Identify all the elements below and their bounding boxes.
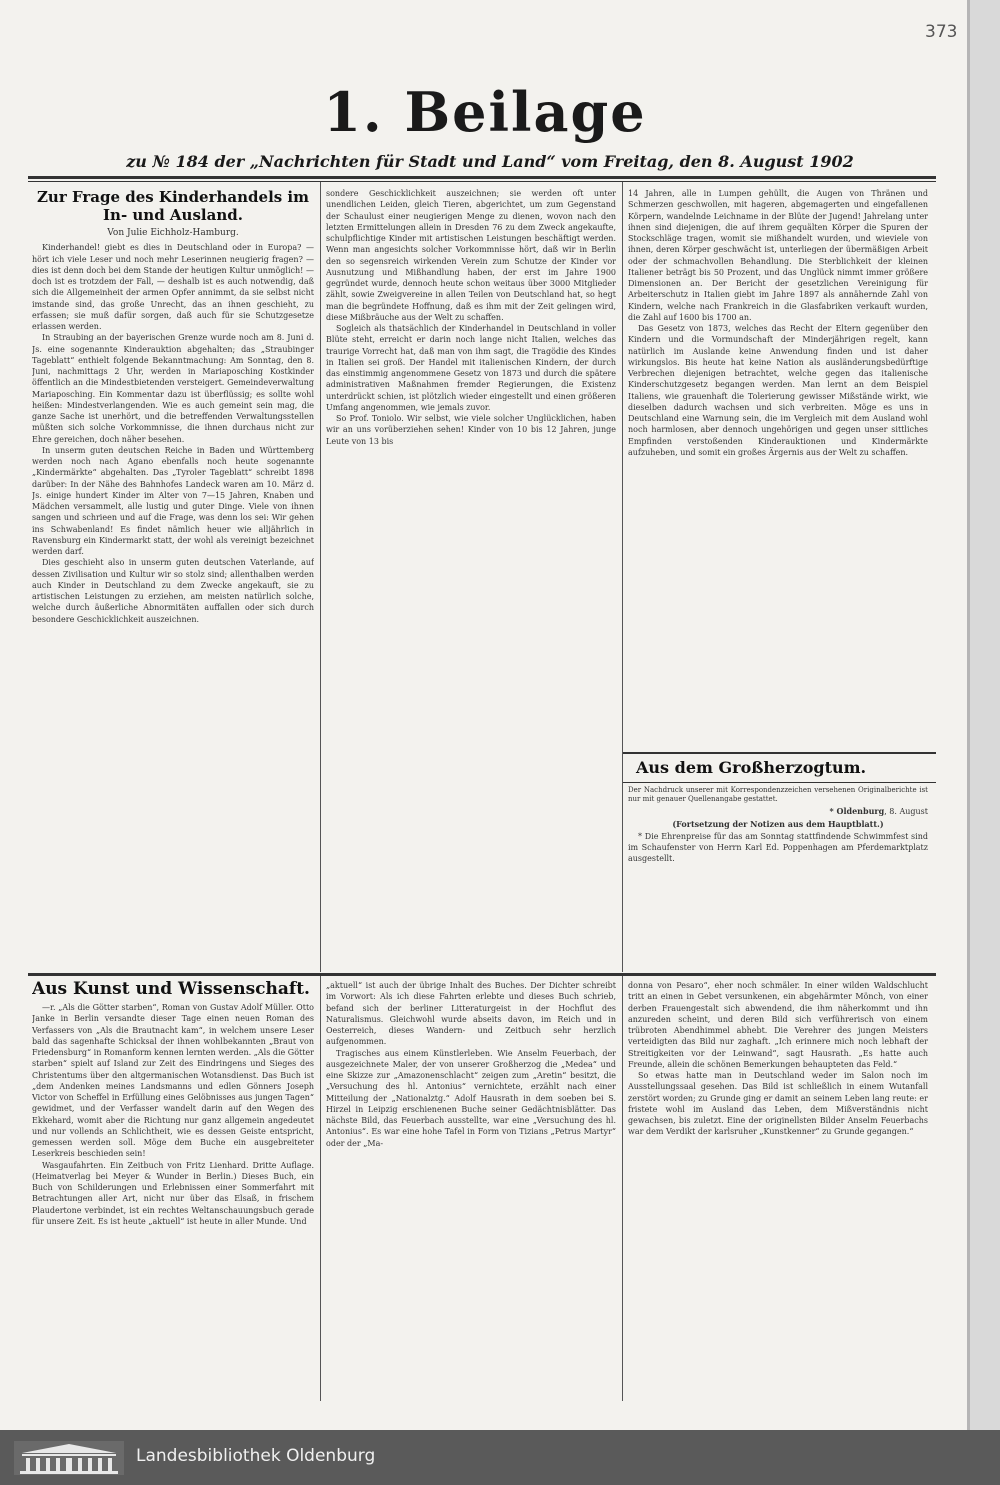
article-kinderhandel-col3	[628, 188, 928, 748]
section-rule	[28, 973, 936, 976]
article-byline: Von Julie Eichholz-Hamburg.	[107, 228, 239, 238]
header-rule-thin	[28, 181, 936, 182]
article-paragraph: sondere Geschicklichkeit auszeichnen; sie werden oft unter unendlichen Leiden, gleich Tieren, abgerichtet, um zum Gegenstand der Schaulust einer neugierigen Menge zu dienen, wovon nach den letzten Ermittelungen allein in Dresden 76 zu dem Zweck angekaufte, schulpflichtige Kinder mit artistischen Leistungen beschäftigt werden. Wenn man angesichts solcher Vorkommnisse hört, daß wir in Berlin den so segensreich wirkenden Verein zum Schutze der Kinder vor Ausnutzung und Mißhandlung haben, der erst im Jahre 1900 gegründet wurde, dennoch heute schon weitaus über 3000 Mitglieder zählt, sowie Zweigvereine in allen Teilen von Deutschland hat, so hegt man die begründete Hoffnung, daß es ihm mit der Zeit gelingen wird, diese Mißbräuche aus der Welt zu schaffen.	[326, 189, 616, 322]
item-heading: (Fortsetzung der Notizen aus dem Hauptblatt.)	[672, 819, 884, 830]
header-rule	[28, 176, 936, 179]
article-heading: Zur Frage des Kinderhandels im In- und Ausland.	[36, 188, 309, 224]
section-rule	[623, 782, 936, 783]
section-rule	[623, 752, 936, 754]
kunst-paragraph: donna von Pesaro“, eher noch schmäler. In einer wilden Waldschlucht tritt an einen in Gebet versunkenen, ein abgehärmter Mönch, von einer derben Frauengestalt sich abwendend, die ihm näherkommt und ihn anzureden scheint, und deren Bild sich verführerisch von einem trübroten Abendhimmel abhebt. Die Verehrer des jungen Meisters verteidigten das Bild nur zaghaft. „Ich erinnere mich noch lebhaft der Streitigkeiten vor der Leinwand“, sagt Hausrath. „Es hatte auch Freunde, allein die schönen Bemerkungen behaupteten das Feld.“	[628, 981, 928, 1069]
page-subtitle: zu № 184 der „Nachrichten für Stadt und Land“ vom Freitag, den 8. August 1902	[126, 152, 854, 171]
kunst-col2	[326, 980, 616, 1400]
page-title: 1. Beilage	[323, 80, 647, 144]
article-paragraph: Kinderhandel! giebt es dies in Deutschland oder in Europa? — hört ich viele Leser und noch mehr Leserinnen neugierig fragen? — dies ist denn doch bei dem Stande der heutigen Kultur unmöglich! — doch ist es trotzdem der Fall, — deshalb ist es auch notwendig, daß sich die Allgemeinheit der armen Opfer annimmt, da sie selbst nicht imstande sind, das große Unrecht, das an ihnen geschieht, zu erfassen; sie muß dafür sorgen, daß auch für sie Schutzgesetze erlassen werden.	[32, 243, 314, 331]
page-number: 373	[925, 22, 958, 42]
kunst-paragraph: Wasgaufahrten. Ein Zeitbuch von Fritz Lienhard. Dritte Auflage. (Heimatverlag bei Meyer & Wunder in Berlin.) Dieses Buch, ein Buch von Schilderungen und Erlebnissen einer Sommerfahrt mit Betrachtungen aller Art, nicht nur über das Elsaß, in frischem Plaudertone verbindet, ist ein rechtes Weltanschauungsbuch gerade für unsere Zeit. Es ist heute „aktuell“ ist heute in aller Munde. Und	[32, 1160, 314, 1226]
column-divider	[622, 182, 623, 972]
article-paragraph: Dies geschieht also in unserm guten deutschen Vaterlande, auf dessen Zivilisation und Kultur wir so stolz sind; allenthalben werden auch Kinder in Deutschland zu dem Zwecke angekauft, sie zu artistischen Leistungen zu erziehen, am meisten natürlich solche, welche durch äußerliche Abnormitäten auffallen oder sich durch besondere Geschicklichkeit auszeichnen.	[32, 558, 314, 624]
item-text: * Die Ehrenpreise für das am Sonntag stattfindende Schwimmfest sind im Schaufenster von Herrn Karl Ed. Poppenhagen am Pferdemarktplatz ausgestellt.	[628, 831, 928, 863]
kunst-paragraph: Tragisches aus einem Künstlerleben. Wie Anselm Feuerbach, der ausgezeichnete Maler, der von unserer Großherzog die „Medea“ und eine Skizze zur „Amazonenschlacht“ zeigen zum „Aretin“ besitzt, die „Versuchung des hl. Antonius“ vernichtete, erzählt nach einer Mitteilung der „Nationalztg.“ Adolf Hausrath in dem soeben bei S. Hirzel in Leipzig erschienenen Buche seiner Gedächtnisblätter. Das nächste Bild, das Feuerbach ausstellte, war eine „Versuchung des hl. Antonius“. Es war eine hohe Tafel in Form von Tizians „Petrus Martyr“ oder der „Ma-	[326, 1048, 616, 1148]
kunst-paragraph: —r. „Als die Götter starben“, Roman von Gustav Adolf Müller. Otto Janke in Berlin versandte dieser Tage einen neuen Roman des Verfassers von „Als die Brautnacht kam“, in welchem unsere Leser bald das sagenhafte Schicksal der ihnen wohlbekannten „Braut von Friedensburg“ in Romanform kennen lernten werden. „Als die Götter starben“ spielt auf Island zur Zeit des Eindringens und Sieges des Christentums über den altgermanischen Wotansdienst. Das Buch ist „dem Andenken meines Landsmanns und edlen Gönners Joseph Victor von Scheffel in Erfüllung eines Gelöbnisses aus jungen Tagen“ gewidmet, und der Verfasser wandelt darin auf den Wegen des Ekkehard, womit aber die Richtung nur ganz allgemein angedeutet und nur vollends an Schlichtheit, wie es dessen Geiste entspricht, gemessen werden soll. Möge dem Buche ein ausgebreiteter Leserkreis beschieden sein!	[32, 1003, 314, 1159]
article-paragraph: In unserm guten deutschen Reiche in Baden und Württemberg werden noch nach Agano ebenfalls noch heute sogenannte „Kindermärkte“ abgehalten. Das „Tyroler Tageblatt“ schreibt 1898 darüber: In der Nähe des Bahnhofes Landeck waren am 10. März d. Js. einige hundert Kinder im Alter von 7—15 Jahren, Knaben und Mädchen versammelt, alle lustig und guter Dinge. Viele von ihnen sangen und schrieen und auf die Frage, was denn los sei: Wir gehen ins Schwabenland! Es findet nämlich heuer wie alljährlich in Ravensburg ein Kindermarkt statt, der wohl als vereinigt bezeichnet werden darf.	[32, 445, 314, 556]
kunst-heading: Aus Kunst und Wissenschaft.	[32, 980, 310, 999]
library-footer	[0, 1430, 1000, 1485]
article-paragraph: In Straubing an der bayerischen Grenze wurde noch am 8. Juni d. Js. eine sogenannte Kinderauktion abgehalten; das „Straubinger Tageblatt“ enthielt folgende Bekanntmachung: Am Sonntag, den 8. Juni, nachmittags 2 Uhr, werden in Mariaposching Kostkinder öffentlich an die Mindestbietenden versteigert. Gemeindeverwaltung Mariaposching. Ein Kommentar dazu ist überflüssig; es sollte wohl heißen: Mindestverlangenden. Wie es auch gemeint sein mag, die ganze Sache ist unerhört, und die betreffenden Verwaltungsstellen müßten sich solche Vorkommnisse, die ihnen durchaus nicht zur Ehre gereichen, doch näher besehen.	[32, 333, 314, 444]
dateline-date: 8. August	[889, 807, 928, 816]
article-paragraph: Sogleich als thatsächlich der Kinderhandel in Deutschland in voller Blüte steht, erreicht er darin noch lange nicht Italien, welches das traurige Vorrecht hat, daß man von ihm sagt, die Tragödie des Kindes in Italien sei groß. Der Handel mit italienischen Kindern, der durch das einstimmig angenommene Gesetz von 1873 und durch die spätere administrativen Maßnahmen fremder Regierungen, die Existenz unterdrückt schien, ist plötzlich wieder eingestellt und einen größeren Umfang angenommen, wie jemals zuvor.	[326, 324, 616, 412]
dateline: * Oldenburg, 8. August	[829, 806, 928, 816]
column-divider	[622, 976, 623, 1401]
column-divider	[320, 182, 321, 972]
article-paragraph: 14 Jahren, alle in Lumpen gehüllt, die Augen von Thränen und Schmerzen geschwollen, mit hageren, abgemagerten und eingefallenen Körpern, wandelnde Leichname in der Blüte der Jugend! Jahrelang unter ihnen sind diejenigen, die auf ihrem gequälten Körper die Spuren der Stockschläge tragen, womit sie mißhandelt wurden, und wieviele von ihnen, deren Körper geschwächt ist, unterliegen der übermäßigen Arbeit oder der schmachvollen Behandlung. Die Sterblichkeit der kleinen Italiener beträgt bis 50 Prozent, und das Unglück nimmt immer größere Dimensionen an. Der Bericht der gesetzlichen Vereinigung für Arbeiterschutz in Italien giebt im Jahre 1897 als annähernde Zahl von Kindern, welche nach Frankreich in die Glasfabriken verkauft wurden, die Zahl auf 1600 bis 1700 an.	[628, 189, 928, 322]
column-divider	[320, 976, 321, 1401]
library-building-icon	[14, 1441, 124, 1475]
dateline-place: * Oldenburg	[829, 806, 885, 816]
article-kinderhandel-col1	[32, 188, 314, 973]
article-kinderhandel-col2	[326, 188, 616, 973]
article-paragraph: So Prof. Toniolo. Wir selbst, wie viele solcher Unglücklichen, haben wir an uns vorüberziehen sehen! Kinder von 10 bis 12 Jahren, junge Leute von 13 bis	[326, 414, 616, 446]
copyright-note: Der Nachdruck unserer mit Korrespondenzzeichen versehenen Originalberichte ist nur mit genauer Quellenangabe gestattet.	[628, 786, 928, 803]
grossherzogtum-section	[628, 786, 928, 972]
kunst-paragraph: So etwas hatte man in Deutschland weder im Salon noch im Ausstellungssaal gesehen. Das Bild ist schließlich in einem Wutanfall zerstört worden; zu Grunde ging er damit an seinem Leben lang reute: er fristete wohl im Ausland das Leben, dem Mißverständnis nicht gewachsen, bis zuletzt. Eine der originellsten Bilder Anselm Feuerbachs war dem Verdikt der karlsruher „Kunstkenner“ zu Grunde gegangen.“	[628, 1071, 928, 1137]
kunst-col3	[628, 980, 928, 1400]
grossherzogtum-heading: Aus dem Großherzogtum.	[636, 758, 867, 777]
kunst-col1	[32, 980, 314, 1400]
kunst-paragraph: „aktuell“ ist auch der übrige Inhalt des Buches. Der Dichter schreibt im Vorwort: Als ich diese Fahrten erlebte und dieses Buch schrieb, befand sich der berliner Litteraturgeist in der Hochflut des Naturalismus. Gleichwohl wurde abseits davon, im Reich und in Oesterreich, dieses Wandern- und Zeitbuch sehr herzlich aufgenommen.	[326, 981, 616, 1047]
article-paragraph: Das Gesetz von 1873, welches das Recht der Eltern gegenüber den Kindern und die Vormundschaft der Minderjährigen regelt, kann natürlich im Auslande keine Anwendung finden und ist daher wirkungslos. Bis heute hat keine Nation als ausländerungsbedürftige Verbrechen diejenigen betrachtet, welche gegen das italienische Kinderschutzgesetz begangen werden. Man lernt an dem Beispiel Italiens, wie grauenhaft die Tolerierung gewisser Mißstände wirkt, wie dieselben dadurch wachsen und sich verbreiten. Möge es uns in Deutschland eine Warnung sein, die im Vergleich mit dem Ausland wohl noch harmlosen, aber dennoch ungehörigen und gegen unser sittliches Empfinden verstoßenden Kinderauktionen und Kindermärkte aufzuheben, und somit ein großes Ärgernis aus der Welt zu schaffen.	[628, 324, 928, 457]
library-name: Landesbibliothek Oldenburg	[136, 1446, 376, 1466]
